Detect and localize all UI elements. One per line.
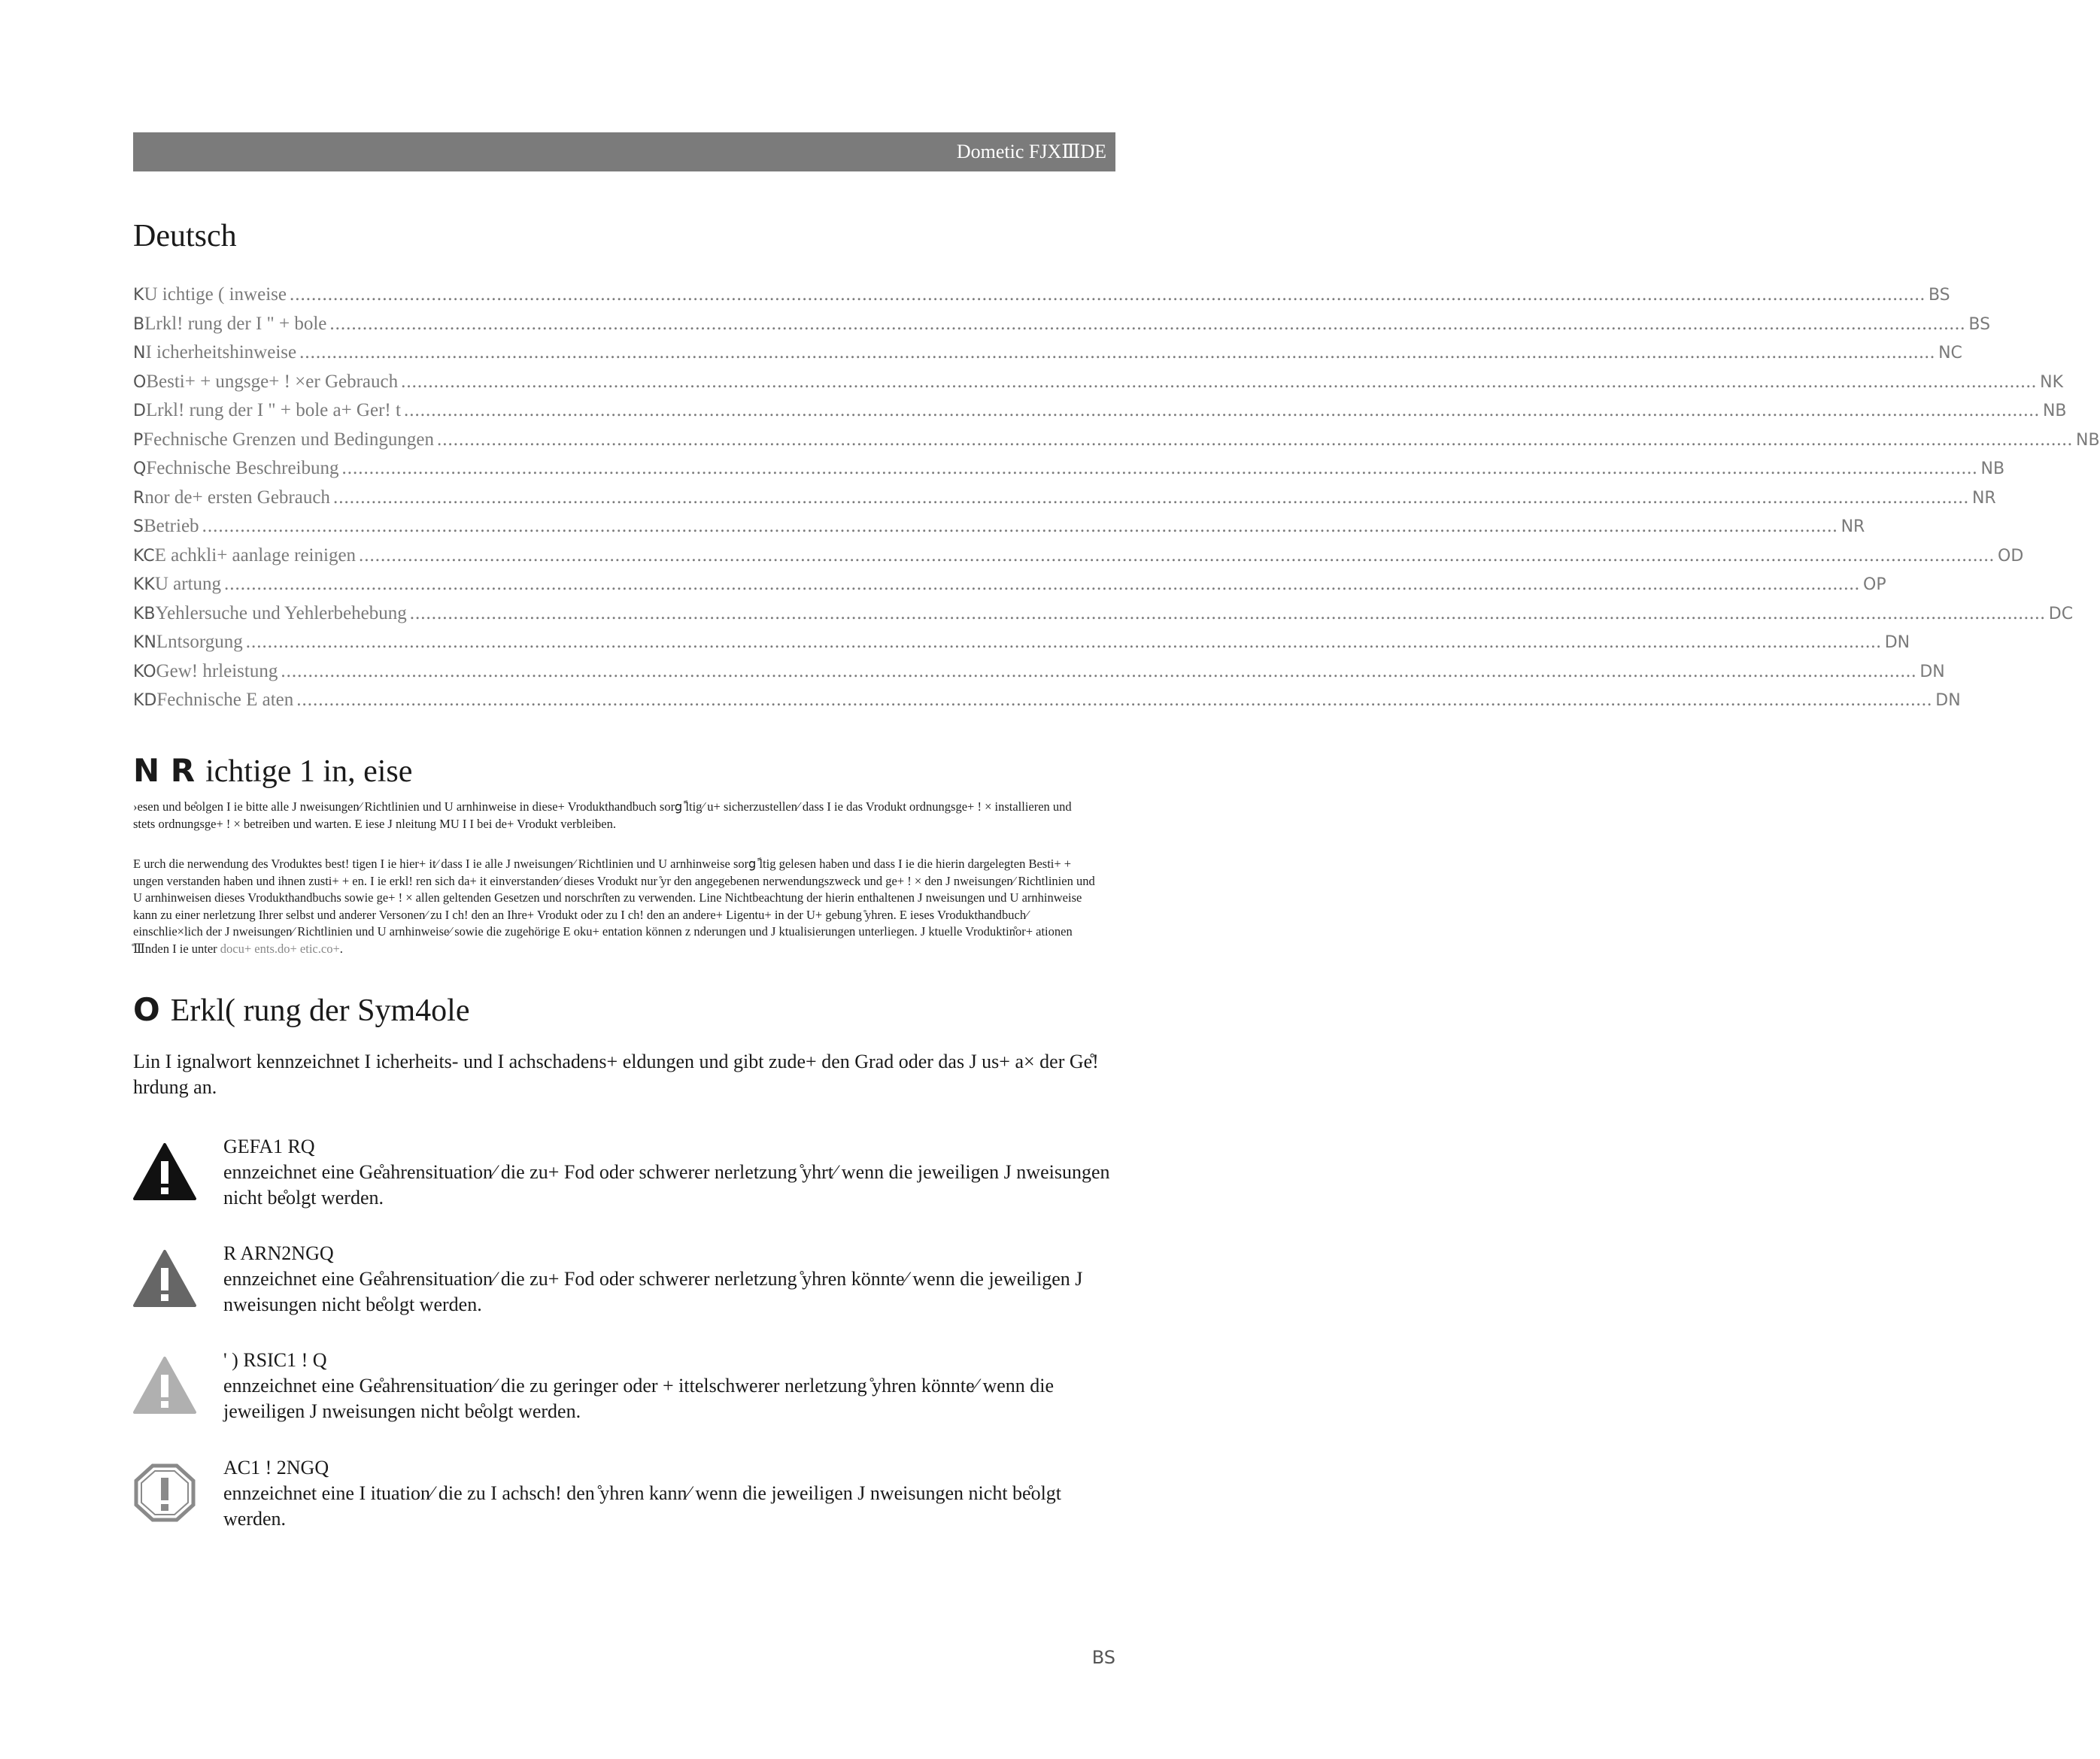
toc-label: Betrieb [143, 516, 199, 536]
toc-label: U artung [154, 574, 222, 594]
toc-number: KD [133, 691, 157, 710]
toc-label: nor de+ ersten Gebrauch [144, 487, 330, 508]
toc-row[interactable] [133, 284, 1950, 314]
notice-warning [133, 1241, 1115, 1324]
toc-page-number: BS [1928, 286, 1950, 305]
toc-number: KO [133, 662, 156, 681]
toc-leader-dots: ............................................................................................................................................................................................................................................................................................................ [202, 516, 1838, 536]
intro-paragraph: ›esen und be̊olgen I ie bitte alle J nweisungen⁄ Richtlinien und U arnhinweise in diese+ Vrodukthandbuch sorgً ltig⁄ u+ sicherzustellen⁄ dass I ie das Vrodukt ordnungsge+ ! × installieren und stets ordnungsge+ ! × betreiben und warten. E iese J nleitung MU I I bei de+ Vrodukt verbleiben. [133, 799, 1072, 831]
toc-row[interactable] [133, 342, 1962, 372]
notice-description: ennzeichnet eine I ituation⁄ die zu I achsch! den ̊yhren kann⁄ wenn die jeweiligen J nweisungen nicht be̊olgt werden. [223, 1482, 1062, 1530]
toc-number: KB [133, 604, 156, 623]
header-title: Dometic FJXⅢDE [956, 141, 1106, 162]
toc-page-number: DN [1919, 662, 1945, 681]
signal-word: R ARN2NGQ [223, 1242, 334, 1264]
toc-leader-dots: ............................................................................................................................................................................................................................................................................................................ [299, 342, 1936, 362]
section-number: N R [133, 752, 196, 789]
toc-page-number: NB [1980, 459, 2005, 478]
toc-leader-dots: ............................................................................................................................................................................................................................................................................................................ [359, 544, 1995, 566]
toc-row[interactable] [133, 429, 2100, 459]
danger-warning-triangle-icon [133, 1142, 196, 1202]
toc-page-number: NR [1841, 517, 1865, 536]
toc-page-number: NC [1938, 344, 1962, 362]
notice-description: ennzeichnet eine Ge̊ahrensituation⁄ die zu+ Fod oder schwerer nerletzung ̊yhren könnte⁄ wenn die jeweiligen J nweisungen nicht be̊olgt werden. [223, 1268, 1083, 1315]
table-of-contents [133, 284, 2100, 719]
signal-word-intro: Lin I ignalwort kennzeichnet I icherheits- und I achschadens+ eldungen und gibt zude+ den Grad oder das J us+ a× der Ge̊! hrdung an. [133, 1051, 1099, 1098]
toc-leader-dots: ............................................................................................................................................................................................................................................................................................................ [403, 400, 2040, 420]
toc-number: KC [133, 546, 155, 566]
notice-octagon-icon [133, 1463, 196, 1523]
toc-number: KN [133, 633, 156, 652]
section-heading: ichtige 1 in, eise [205, 754, 413, 789]
toc-row[interactable] [133, 400, 2067, 429]
toc-label: Lntsorgung [156, 632, 243, 652]
section-number: O [133, 991, 160, 1028]
toc-page-number: DN [1935, 691, 1961, 710]
toc-label: Fechnische Grenzen und Bedingungen [143, 429, 434, 450]
usage-paragraph [133, 856, 1096, 957]
notice-description: ennzeichnet eine Ge̊ahrensituation⁄ die zu geringer oder + ittelschwerer nerletzung ̊yhren könnte⁄ wenn die jeweiligen J nweisungen nicht be̊olgt werden. [223, 1375, 1055, 1422]
signal-word: ' ) RSIC1 ! Q [223, 1349, 327, 1371]
toc-label: I icherheitshinweise [145, 342, 297, 362]
usage-paragraph-text: E urch die nerwendung des Vroduktes best! tigen I ie hier+ it⁄ dass I ie alle J nweisungen⁄ Richtlinien und U arnhinweise sorgً ltig gelesen haben und dass I ie die hierin dargelegten Besti+ + ungen verstanden haben und ihnen zusti+ + en. I ie erkl! ren sich da+ it einverstanden⁄ dieses Vrodukt nur ̊yr den angegebenen nerwendungszweck und ge+ ! × den J nweisungen⁄ Richtlinien und U arnhinweisen dieses Vrodukthandbuchs sowie ge+ ! × allen geltenden Gesetzen und norschri̊ten zu verwenden. Line Nichtbeachtung der hierin enthaltenen J nweisungen und U arnhinweise kann zu einer nerletzung Ihrer selbst und anderer Versonen⁄ zu I ch! den an Ihre+ Vrodukt oder zu I ch! den an andere+ Ligentu+ in der U+ gebung ̊yhren. E ieses Vrodukthandbuch⁄ einschlie×lich der J nweisungen⁄ Richtlinien und U arnhinweise⁄ sowie die zugehörige E oku+ entation können z nderungen und J ktualisierungen unterliegen. J ktuelle Vroduktin̊or+ ationen ̊Ⅲnden I ie unter [133, 857, 1095, 956]
toc-label: Fechnische E aten [156, 690, 294, 710]
toc-row[interactable] [133, 660, 1945, 690]
toc-page-number: DC [2048, 604, 2074, 623]
toc-leader-dots: ............................................................................................................................................................................................................................................................................................................ [436, 429, 2073, 450]
toc-number: KK [133, 575, 155, 594]
caution-triangle-icon [133, 1355, 196, 1415]
page-number: BS [1091, 1647, 1115, 1668]
toc-number: S [133, 517, 144, 536]
usage-paragraph-end: . [339, 941, 343, 956]
toc-number: D [133, 402, 146, 420]
toc-page-number: OP [1863, 575, 1886, 594]
toc-leader-dots: ............................................................................................................................................................................................................................................................................................................ [341, 458, 1978, 478]
section-title-symbols [133, 991, 469, 1029]
section-heading: Erkl( rung der Sym4ole [170, 993, 470, 1028]
toc-label: Fechnische Beschreibung [146, 458, 339, 478]
toc-number: B [133, 314, 145, 334]
language-title: Deutsch [133, 219, 237, 253]
toc-number: R [133, 488, 145, 508]
toc-leader-dots: ............................................................................................................................................................................................................................................................................................................ [296, 690, 1933, 710]
warning-triangle-icon [133, 1248, 196, 1309]
toc-page-number: NB [2042, 402, 2067, 420]
toc-leader-dots: ............................................................................................................................................................................................................................................................................................................ [329, 313, 1966, 334]
toc-page-number: NK [2040, 372, 2063, 392]
toc-label: Yehlersuche und Yehlerbehebung [155, 602, 407, 623]
toc-row[interactable] [133, 458, 2005, 487]
toc-row[interactable] [133, 544, 2024, 575]
toc-row[interactable] [133, 487, 1996, 517]
toc-leader-dots: ............................................................................................................................................................................................................................................................................................................ [409, 602, 2046, 623]
toc-row[interactable] [133, 371, 2063, 401]
toc-row[interactable] [133, 574, 1886, 603]
notice-attention [133, 1455, 1115, 1538]
toc-row[interactable] [133, 632, 1910, 661]
notice-caution [133, 1348, 1115, 1430]
toc-page-number: BS [1968, 314, 1991, 334]
toc-label: Lrkl! rung der I " + bole [144, 313, 327, 334]
toc-label: Besti+ + ungsge+ ! ×er Gebrauch [146, 371, 399, 392]
toc-label: U ichtige ( inweise [144, 284, 287, 305]
header-bar [133, 132, 1115, 171]
notice-danger [133, 1134, 1115, 1217]
toc-leader-dots: ............................................................................................................................................................................................................................................................................................................ [281, 660, 1917, 681]
toc-leader-dots: ............................................................................................................................................................................................................................................................................................................ [289, 284, 1926, 305]
toc-page-number: NB [2075, 430, 2100, 450]
signal-word: AC1 ! 2NGQ [223, 1457, 329, 1478]
toc-leader-dots: ............................................................................................................................................................................................................................................................................................................ [332, 487, 1969, 508]
toc-leader-dots: ............................................................................................................................................................................................................................................................................................................ [245, 632, 1882, 652]
toc-page-number: NR [1971, 488, 1996, 508]
toc-leader-dots: ............................................................................................................................................................................................................................................................................................................ [224, 574, 1861, 594]
signal-word: GEFA1 RQ [223, 1136, 315, 1157]
toc-row[interactable] [133, 602, 2074, 632]
toc-row[interactable] [133, 516, 1865, 545]
notice-description: ennzeichnet eine Ge̊ahrensituation⁄ die zu+ Fod oder schwerer nerletzung ̊yhrt⁄ wenn die jeweiligen J nweisungen nicht be̊olgt werden. [223, 1161, 1110, 1209]
toc-page-number: OD [1998, 546, 2024, 566]
section-title-important-notes [133, 752, 412, 790]
toc-row[interactable] [133, 690, 1961, 719]
toc-number: O [133, 372, 147, 392]
toc-page-number: DN [1884, 633, 1910, 652]
toc-label: Gew! hrleistung [156, 660, 278, 681]
toc-label: Lrkl! rung der I " + bole a+ Ger! t [145, 400, 401, 420]
toc-label: E achkli+ aanlage reinigen [154, 544, 357, 566]
documents-link[interactable]: docu+ ents.do+ etic.co+ [220, 941, 340, 956]
toc-number: K [133, 286, 144, 305]
toc-leader-dots: ............................................................................................................................................................................................................................................................................................................ [401, 371, 2038, 392]
toc-row[interactable] [133, 313, 1991, 343]
toc-number: P [133, 430, 144, 450]
toc-number: N [133, 344, 146, 362]
toc-number: Q [133, 459, 147, 478]
